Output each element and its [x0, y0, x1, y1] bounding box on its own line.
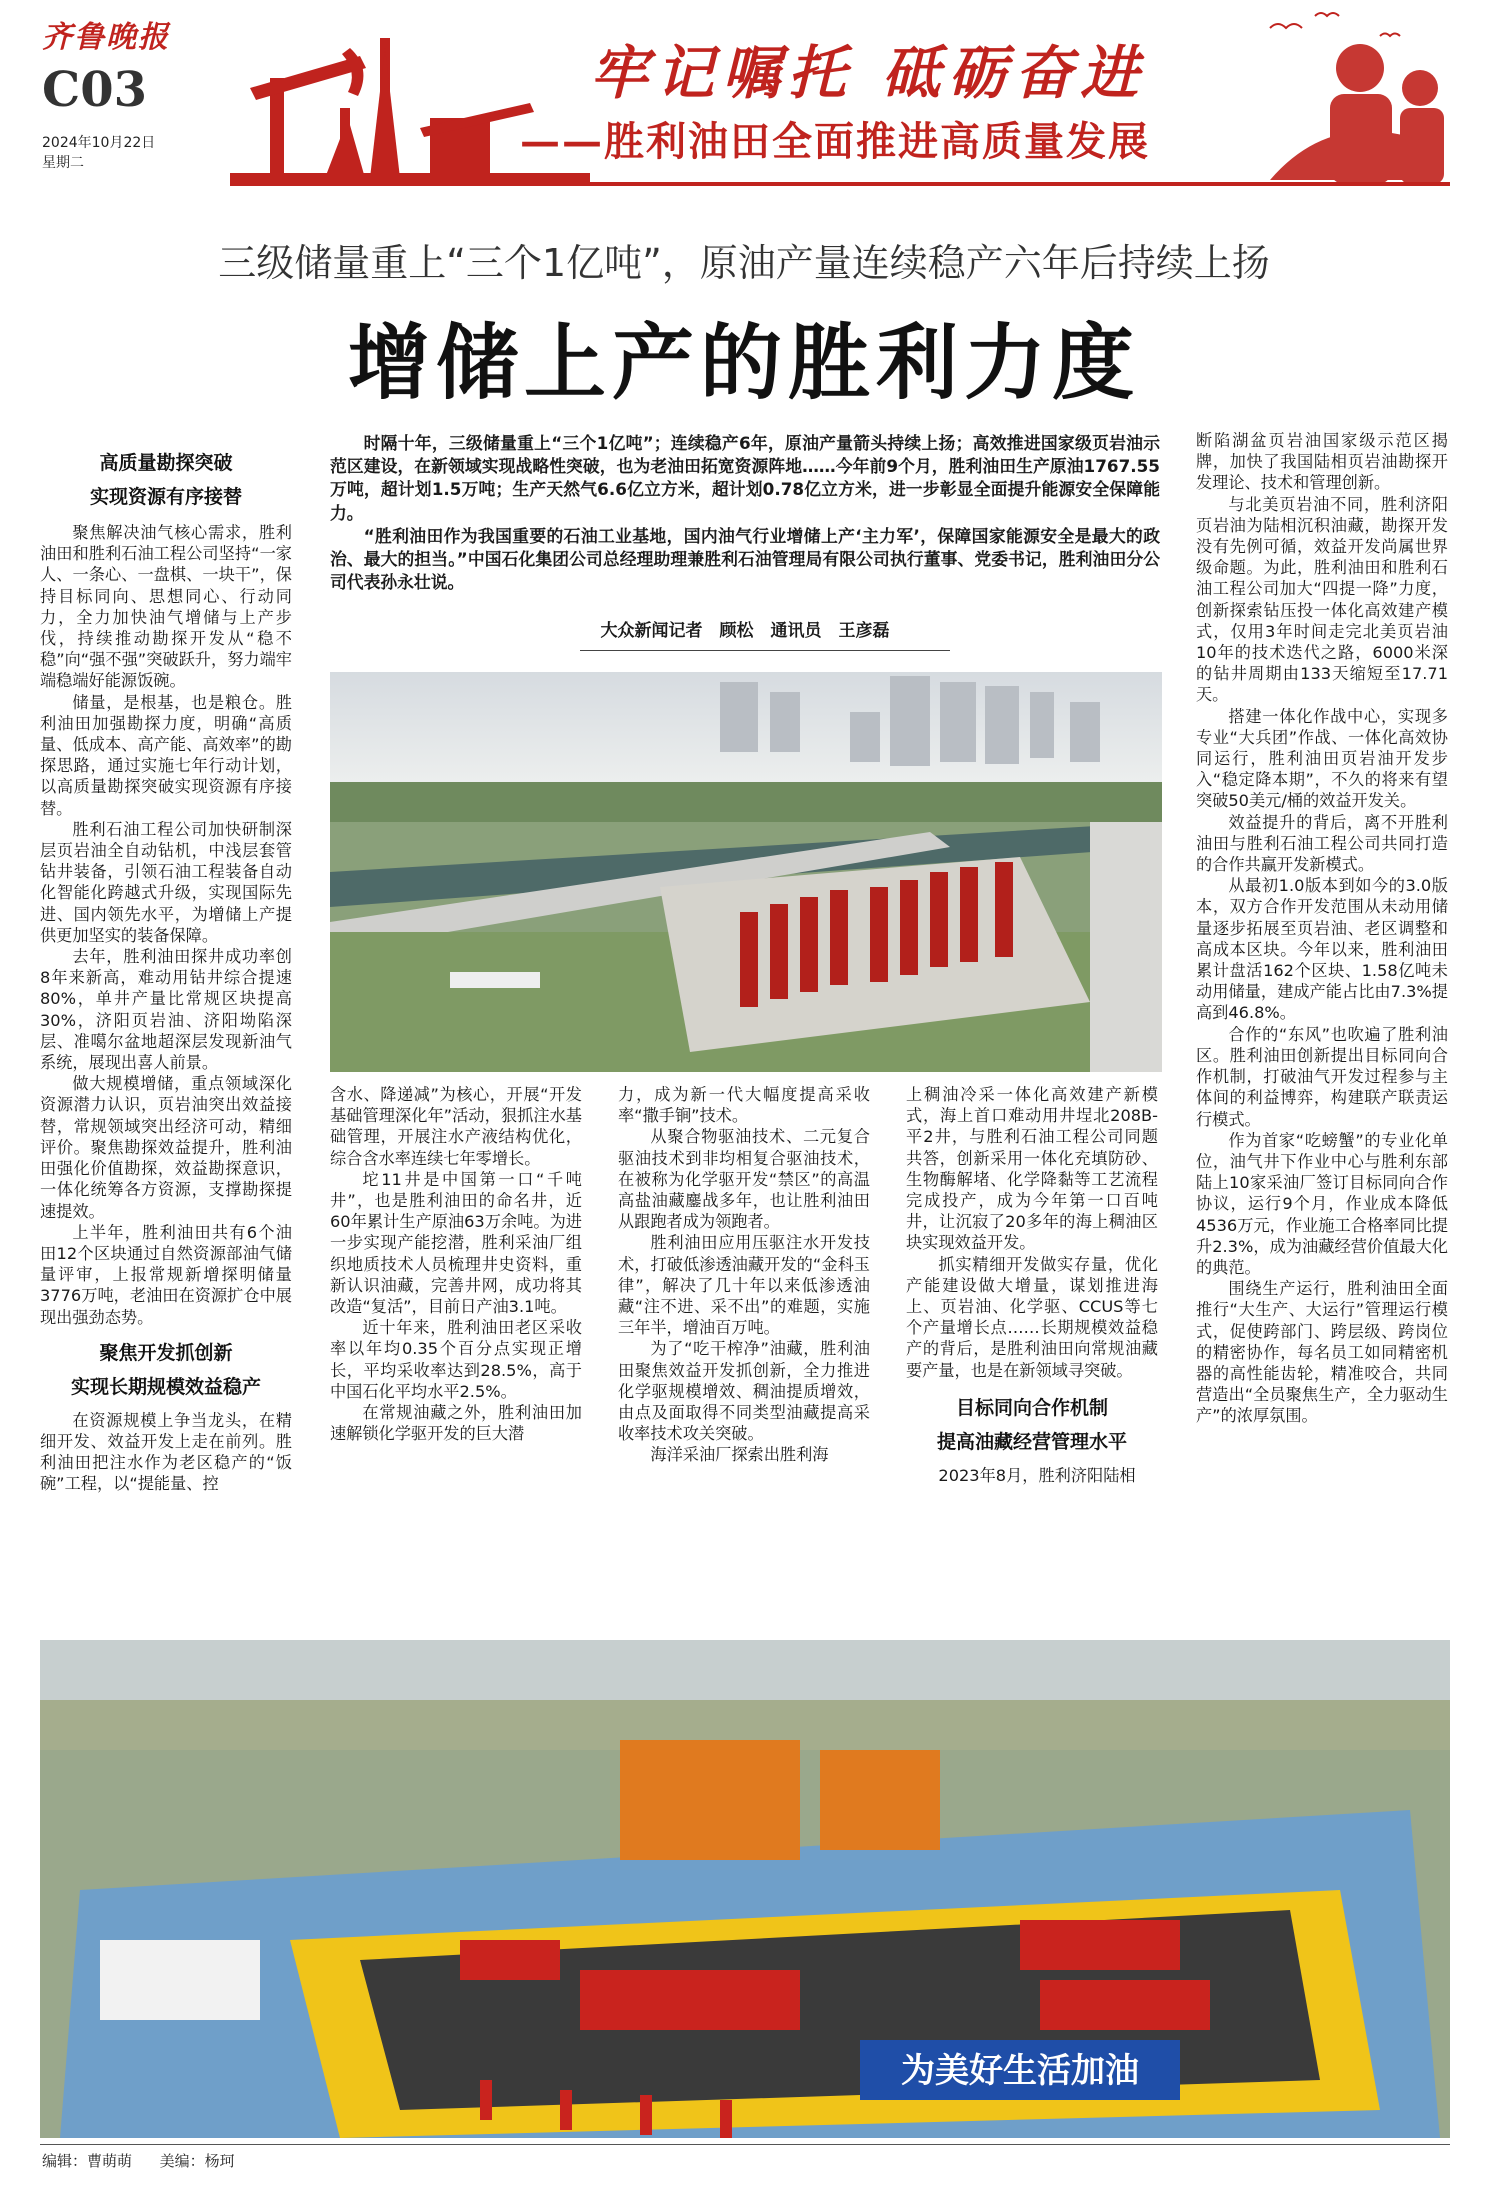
site-banner-text: 为美好生活加油	[901, 2051, 1139, 2091]
paragraph: 去年，胜利油田探井成功率创8年来新高，难动用钻井综合提速80%，单井产量比常规区块提高30%，济阳页岩油、济阳坳陷深层、准噶尔盆地超深层发现新油气系统，展现出喜人前景。	[40, 947, 292, 1073]
paragraph: 上半年，胜利油田共有6个油田12个区块通过自然资源部油气储量评审，上报常规新增探明储量3776万吨，老油田在资源扩仓中展现出强劲态势。	[40, 1222, 292, 1327]
subheading: 实现长期规模效益稳产	[70, 1375, 261, 1398]
paragraph: 坨11井是中国第一口“千吨井”，也是胜利油田的命名井，近60年累计生产原油63万余吨。为进一步实现产能挖潜，胜利采油厂组织地质技术人员梳理井史资料，重新认识油藏，完善井网，成功将其改造“复活”，目前日产油3.1吨。	[330, 1169, 582, 1317]
article-column-2	[330, 1084, 582, 1444]
publication-weekday: 星期二	[42, 155, 84, 171]
paragraph: 断陷湖盆页岩油国家级示范区揭牌，加快了我国陆相页岩油勘探开发理论、技术和管理创新。	[1196, 431, 1448, 493]
subheading: 提高油藏经营管理水平	[936, 1430, 1127, 1453]
paragraph: 在资源规模上争当龙头，在精细开发、效益开发上走在前列。胜利油田把注水作为老区稳产的“饭碗”工程，以“提能量、控	[40, 1410, 292, 1494]
paragraph: 胜利石油工程公司加快研制深层页岩油全自动钻机，中浅层套管钻井装备，引领石油工程装备自动化智能化跨越式升级，实现国际先进、国内领先水平，为增储上产提供更加坚实的装备保障。	[40, 819, 292, 945]
banner-title: 牢记嘱托 砥砺奋进	[590, 39, 1147, 107]
footer	[42, 2150, 235, 2171]
lead-paragraph: “胜利油田作为我国重要的石油工业基地，国内油气行业增储上产‘主力军’，保障国家能源安全是最大的政治、最大的担当。”中国石化集团公司总经理助理兼胜利石油管理局有限公司执行董事、党委书记，胜利油田分公司代表孙永壮说。	[330, 525, 1160, 593]
paragraph: 从最初1.0版本到如今的3.0版本，双方合作开发范围从未动用储量逐步拓展至页岩油、老区调整和高成本区块。今年以来，胜利油田累计盘活162个区块、1.58亿吨未动用储量，建成产能占比由7.3%提高到46.8%。	[1196, 876, 1448, 1023]
article-headline: 增储上产的胜利力度	[347, 315, 1140, 411]
paragraph: 搭建一体化作战中心，实现多专业“大兵团”作战、一体化高效协同运行，胜利油田页岩油开发步入“稳定降本期”，不久的将来有望突破50美元/桶的效益开发关。	[1196, 706, 1448, 811]
article-column-1	[40, 446, 292, 1495]
paragraph: 2023年8月，胜利济阳陆相	[938, 1465, 1136, 1485]
banner-subtitle: ——胜利油田全面推进高质量发展	[520, 118, 1150, 165]
paragraph: 力，成为新一代大幅度提高采收率“撒手锏”技术。	[618, 1085, 870, 1126]
paragraph: 效益提升的背后，离不开胜利油田与胜利石油工程公司共同打造的合作共赢开发新模式。	[1196, 812, 1448, 875]
paragraph: 上稠油冷采一体化高效建产新模式，海上首口难动用井埕北208B-平2井，与胜利石油工程公司同题共答，创新采用一体化充填防砂、生物酶解堵、化学降黏等工艺流程完成投产，成为今年第一口百吨井，让沉寂了20多年的海上稠油区块实现效益开发。	[906, 1085, 1158, 1253]
byline: 大众新闻记者 顾松 通讯员 王彦磊	[600, 621, 890, 641]
article-lead	[330, 432, 1160, 594]
paragraph: 为了“吃干榨净”油藏，胜利油田聚焦效益开发抓创新，全力推进化学驱规模增效、稠油提质增效，由点及面取得不同类型油藏提高采收率技术攻关突破。	[618, 1339, 870, 1444]
paragraph: 做大规模增储，重点领域深化资源潜力认识，页岩油突出效益接替，常规领域突出经济可动，精细评价。聚焦勘探效益提升，胜利油田强化价值勘探，效益勘探意识，一体化统筹各方资源，支撑勘探提速提效。	[40, 1074, 292, 1221]
paragraph: 与北美页岩油不同，胜利济阳页岩油为陆相沉积油藏，勘探开发没有先例可循，效益开发尚属世界级命题。为此，胜利油田和胜利石油工程公司加大“四提一降”力度，创新探索钻压投一体化高效建产模式，仅用3年时间走完北美页岩油10年的技术迭代之路，6000米深的钻井周期由133天缩短至17.71天。	[1196, 494, 1448, 705]
article-column-5	[1196, 430, 1448, 1427]
page-number: C03	[42, 62, 147, 118]
paragraph: 抓实精细开发做实存量，优化产能建设做大增量，谋划推进海上、页岩油、化学驱、CCUS等七个产量增长点……长期规模效益稳产的背后，是胜利油田向常规油藏要产量，也是在新领域寻突破。	[906, 1254, 1158, 1380]
paragraph: 海洋采油厂探索出胜利海	[650, 1445, 829, 1465]
footer-editor: 编辑：曹萌萌	[42, 2152, 133, 2170]
paragraph: 在常规油藏之外，胜利油田加速解锁化学驱开发的巨大潜	[330, 1403, 582, 1444]
paragraph: 含水、降递减”为核心，开展“开发基础管理深化年”活动，狠抓注水基础管理，开展注水产液结构优化，综合含水率连续七年零增长。	[330, 1085, 582, 1168]
fracturing-site-photo	[40, 1640, 1450, 2138]
paragraph: 围绕生产运行，胜利油田全面推行“大生产、大运行”管理运行模式，促使跨部门、跨层级、跨岗位的精密协作，每名员工如同精密机器的高性能齿轮，精准咬合，共同营造出“全员聚焦生产，全力驱动生产”的浓厚氛围。	[1196, 1279, 1448, 1426]
article-kicker: 三级储量重上“三个1亿吨”，原油产量连续稳产六年后持续上扬	[218, 241, 1270, 285]
publication-date: 2024年10月22日	[42, 135, 156, 151]
article-column-3	[618, 1084, 870, 1466]
paragraph: 聚焦解决油气核心需求，胜利油田和胜利石油工程公司坚持“一家人、一条心、一盘棋、一块干”，保持目标同向、思想同心、行动同力，全力加快油气增储与上产步伐，持续推动勘探开发从“稳不稳”向“强不强”突破跃升，努力端牢端稳端好能源饭碗。	[40, 523, 292, 691]
paragraph: 从聚合物驱油技术、二元复合驱油技术到非均相复合驱油技术，在被称为化学驱开发“禁区”的高温高盐油藏鏖战多年，也让胜利油田从跟跑者成为领跑者。	[618, 1127, 870, 1232]
paragraph: 胜利油田应用压驱注水开发技术，打破低渗透油藏开发的“金科玉律”，解决了几十年以来低渗透油藏“注不进、采不出”的难题，实施三年半，增油百万吨。	[618, 1233, 870, 1338]
footer-designer: 美编：杨珂	[159, 2152, 235, 2170]
newspaper-logo: 齐鲁晚报	[42, 20, 170, 55]
subheading: 聚焦开发抓创新	[99, 1341, 233, 1364]
lead-paragraph: 时隔十年，三级储量重上“三个1亿吨”；连续稳产6年，原油产量箭头持续上扬；高效推进国家级页岩油示范区建设，在新领域实现战略性突破，也为老油田拓宽资源阵地……今年前9个月，胜利油田生产原油1767.55万吨，超计划1.5万吨；生产天然气6.6亿立方米，超计划0.78亿立方米，进一步彰显全面提升能源安全保障能力。	[330, 433, 1160, 523]
subheading: 目标同向合作机制	[955, 1396, 1108, 1419]
paragraph: 合作的“东风”也吹遍了胜利油区。胜利油田创新提出目标同向合作机制，打破油气开发过程参与主体间的利益博弈，构建联产联责运行模式。	[1196, 1024, 1448, 1129]
article-column-4	[906, 1084, 1158, 1486]
byline-rule	[580, 650, 950, 651]
footer-rule	[40, 2144, 1450, 2145]
paragraph: 储量，是根基，也是粮仓。胜利油田加强勘探力度，明确“高质量、低成本、高产能、高效率”的勘探思路，通过实施七年行动计划，以高质量勘探突破实现资源有序接替。	[40, 692, 292, 818]
paragraph: 作为首家“吃螃蟹”的专业化单位，油气井下作业中心与胜利东部陆上10家采油厂签订目标同向合作协议，运行9个月，作业成本降低4536万元，作业施工合格率同比提升2.3%，成为油藏经营价值最大化的典范。	[1196, 1130, 1448, 1277]
subheading: 实现资源有序接替	[89, 486, 242, 508]
oilfield-city-photo	[330, 672, 1162, 1072]
subheading: 高质量勘探突破	[99, 452, 233, 474]
paragraph: 近十年来，胜利油田老区采收率以年均0.35个百分点实现正增长，平均采收率达到28.5%，高于中国石化平均水平2.5%。	[330, 1318, 582, 1401]
